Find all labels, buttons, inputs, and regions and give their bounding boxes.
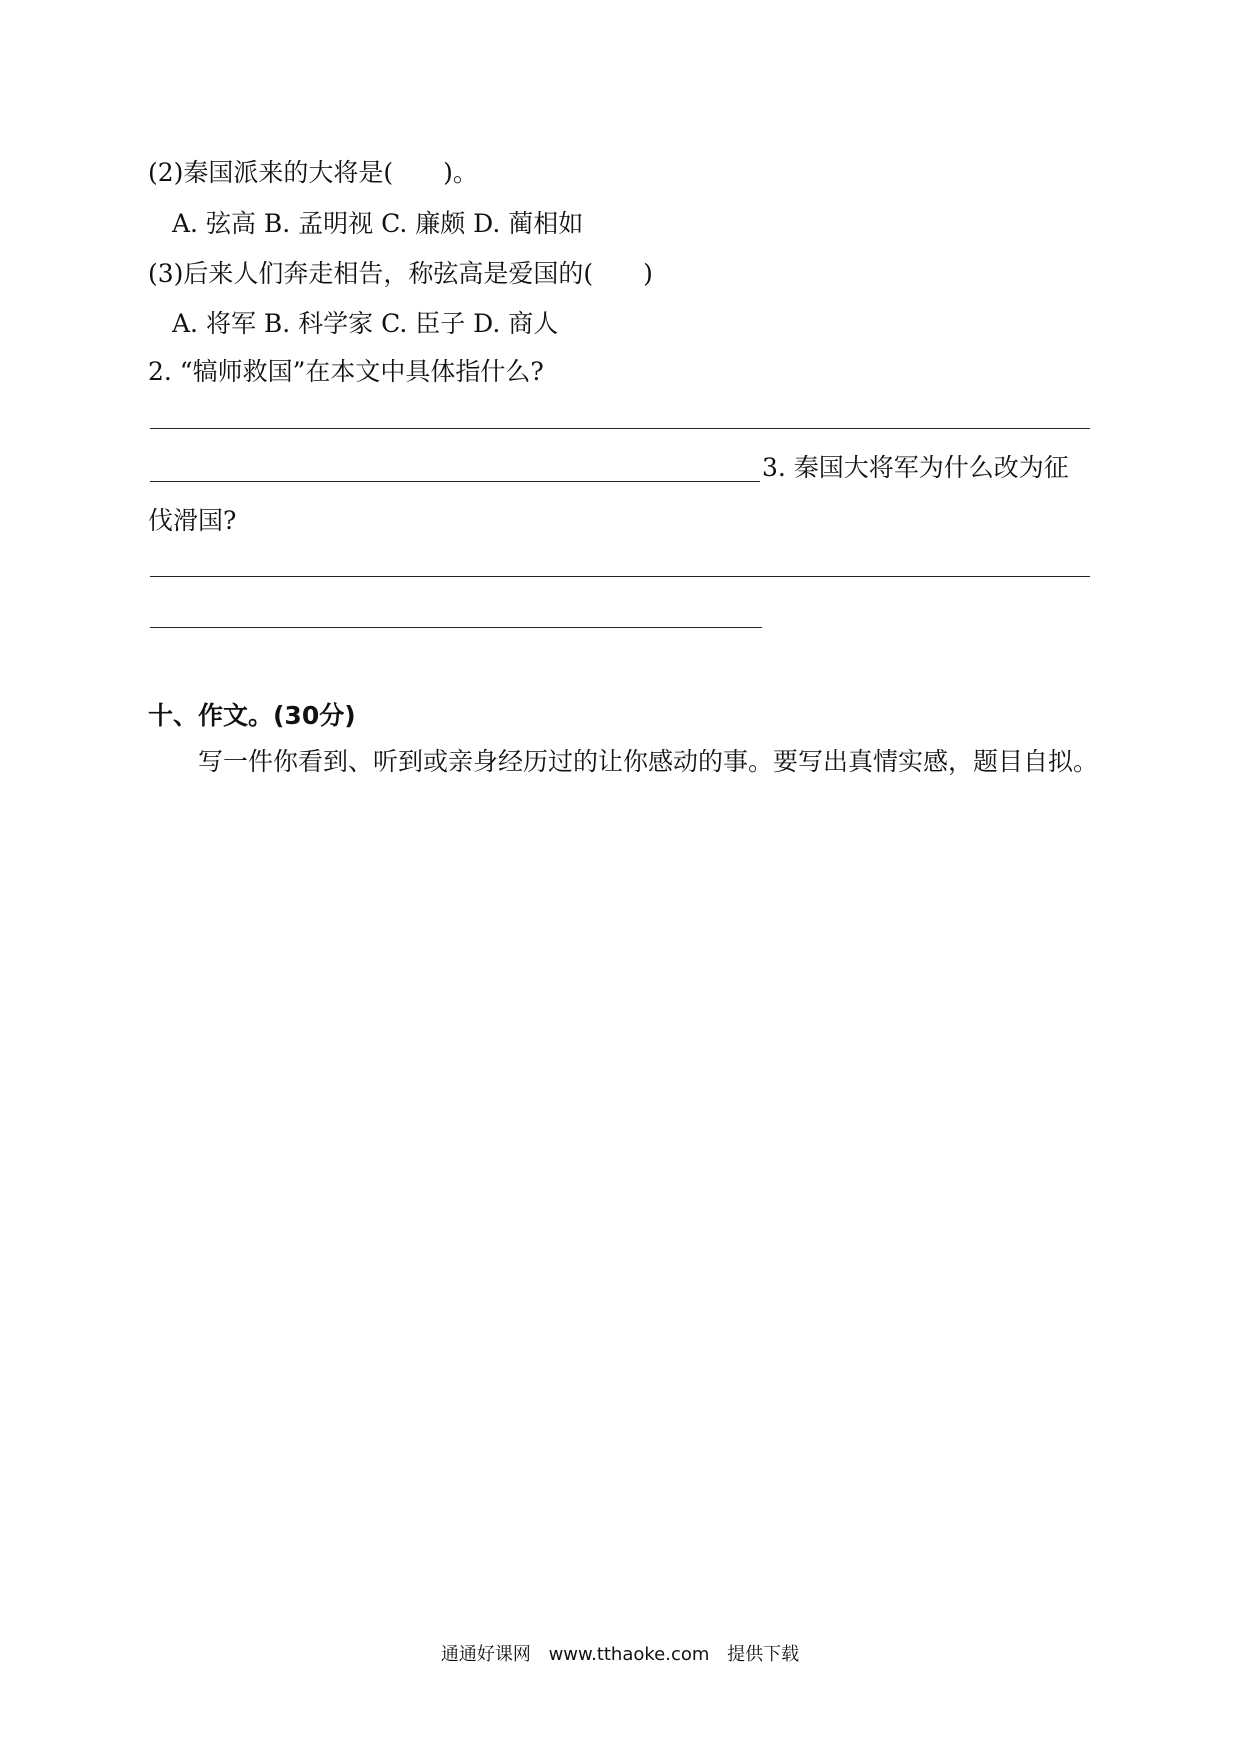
footer-site-name: 通通好课网: [440, 1644, 531, 1665]
answer-line-3: [150, 576, 1090, 577]
footer-suffix: 提供下载: [727, 1644, 800, 1665]
question-2-prompt: 2. “犒师救国”在本文中具体指什么?: [148, 357, 544, 386]
question-3-sub-options: A. 将军 B. 科学家 C. 臣子 D. 商人: [172, 309, 559, 338]
question-3-prompt-part1: 3. 秦国大将军为什么改为征: [762, 453, 1069, 482]
page-footer: [0, 1643, 1240, 1667]
answer-line-4: [150, 627, 762, 628]
section-ten-instruction: 写一件你看到、听到或亲身经历过的让你感动的事。要写出真情实感，题目自拟。: [198, 747, 1099, 776]
question-3-sub-prompt: (3)后来人们奔走相告，称弦高是爱国的( ): [148, 259, 653, 288]
question-2-sub-options: A. 弦高 B. 孟明视 C. 廉颇 D. 蔺相如: [172, 209, 584, 238]
answer-line-1: [150, 428, 1090, 429]
section-ten-title: 十、作文。(30分): [148, 701, 356, 730]
question-2-sub-prompt: (2)秦国派来的大将是( )。: [148, 158, 478, 187]
footer-url: www.tthaoke.com: [548, 1644, 710, 1665]
answer-line-2: [150, 481, 760, 482]
question-3-prompt-part2: 伐滑国?: [148, 506, 237, 535]
